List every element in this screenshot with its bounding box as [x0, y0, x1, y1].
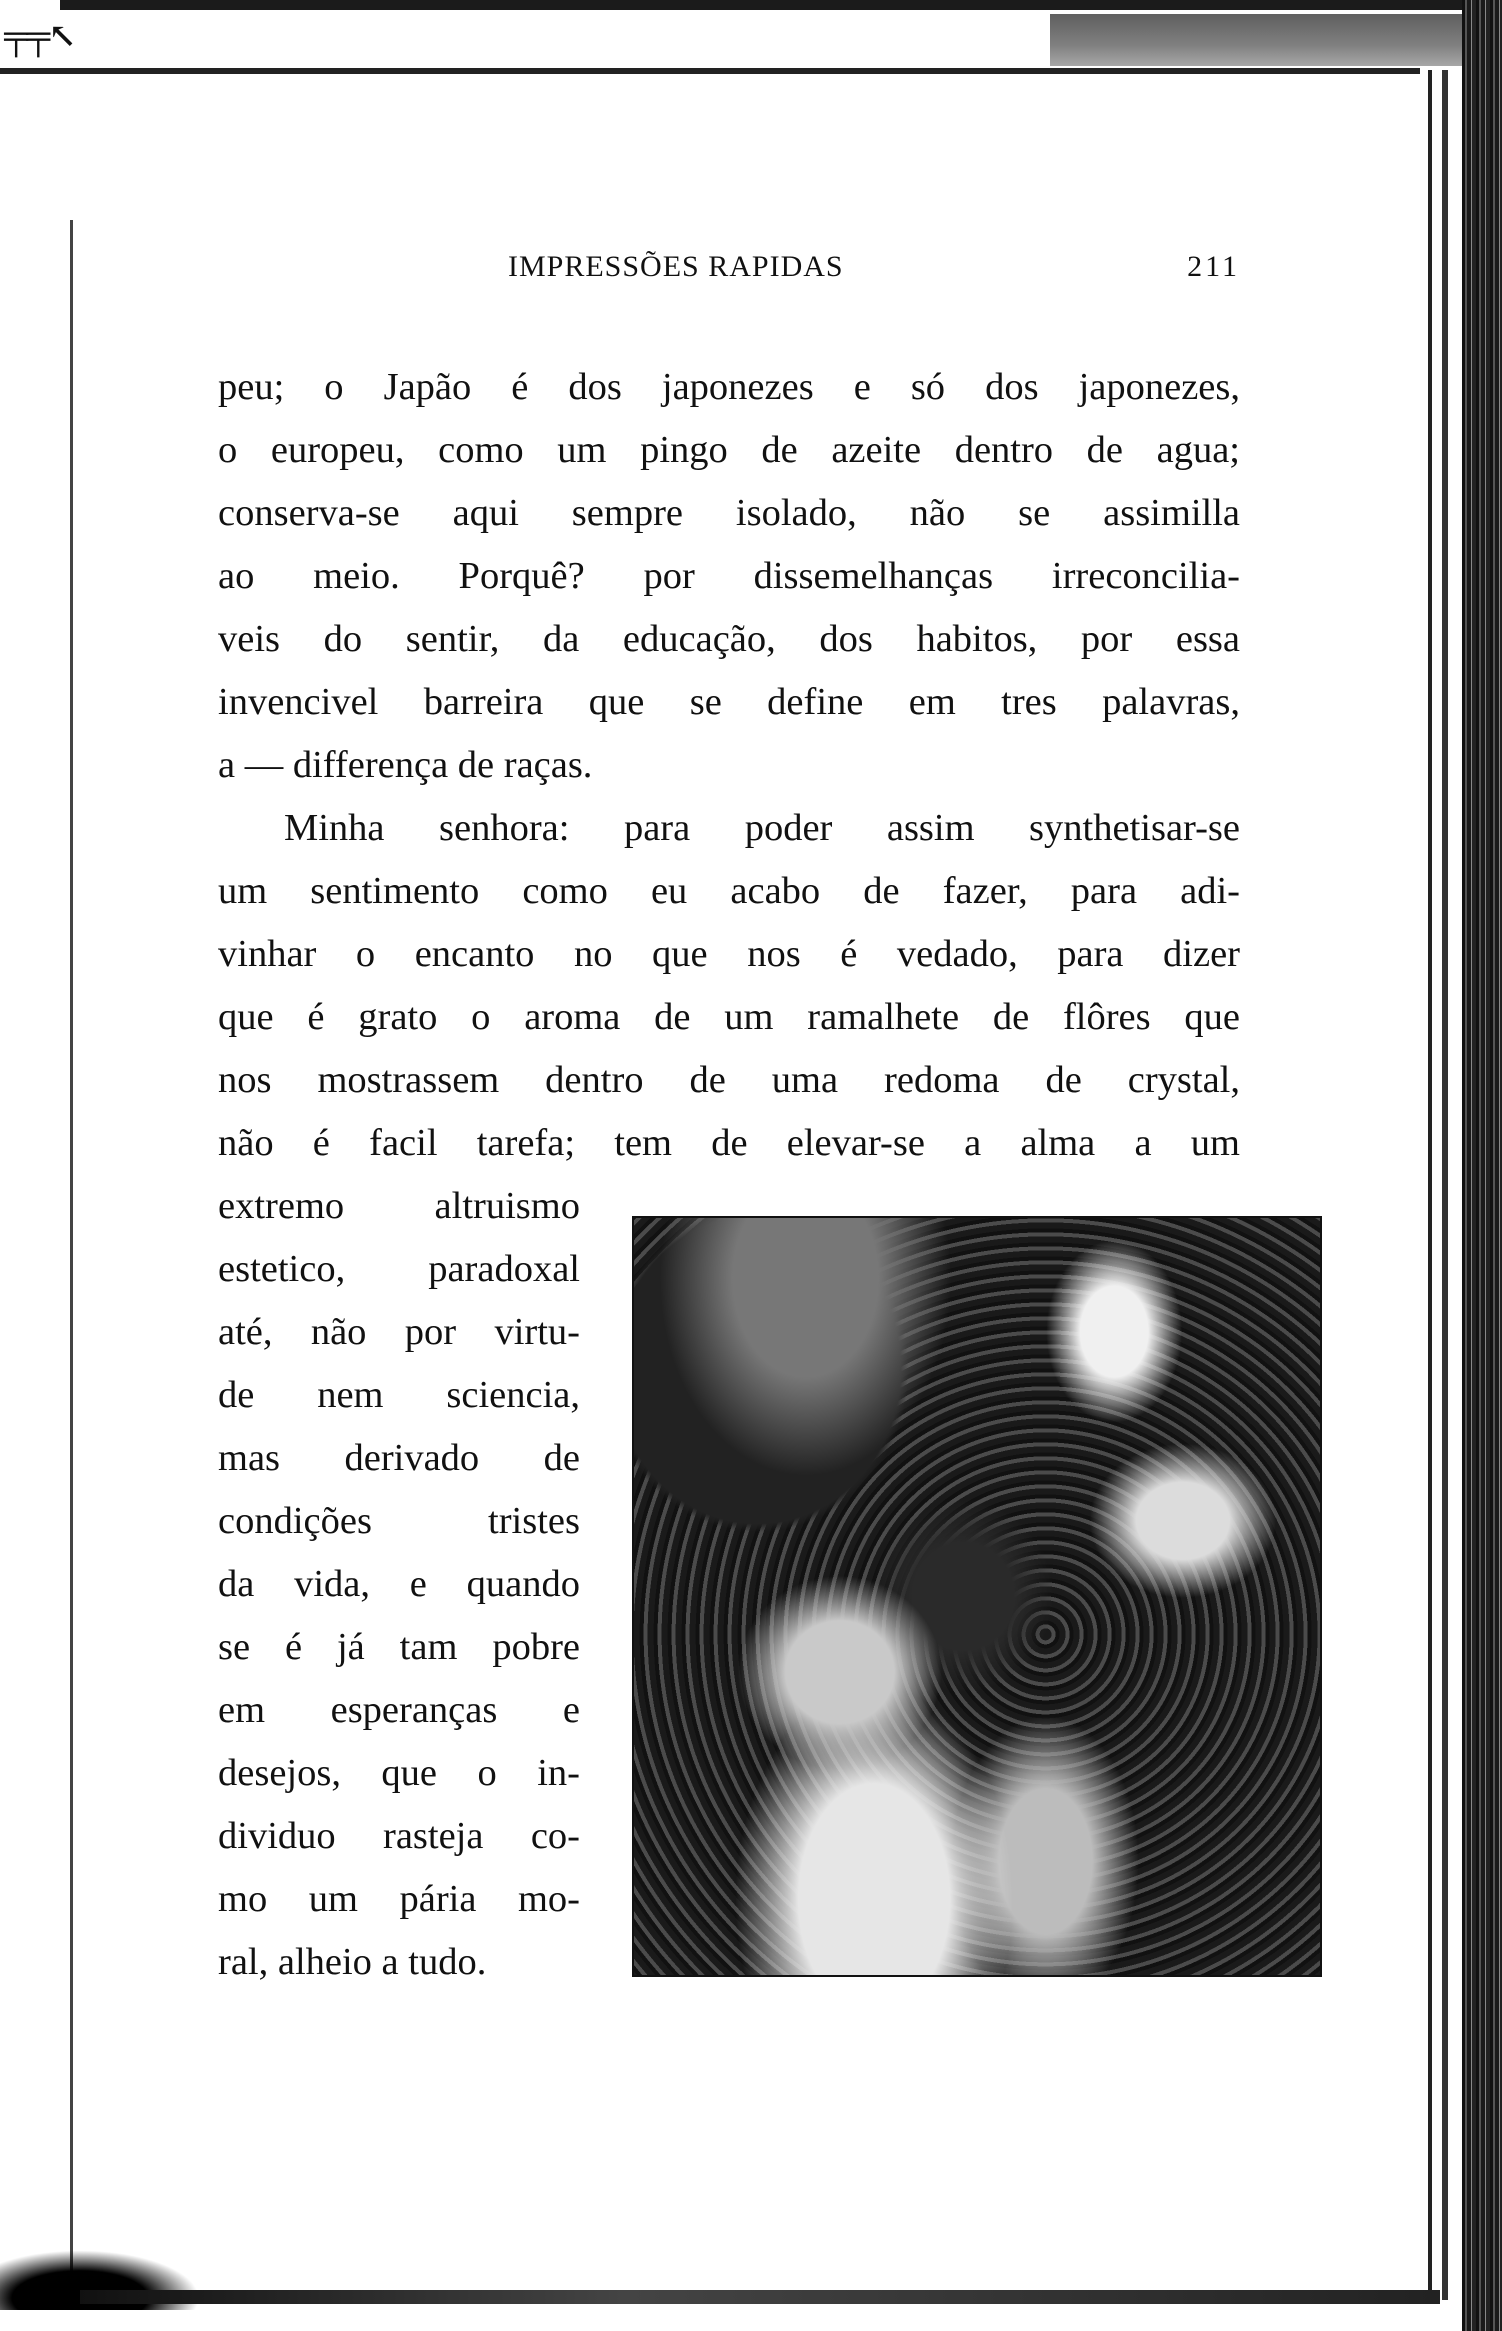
- text-line: desejos, que o in-: [218, 1752, 580, 1794]
- text-line: mo um pária mo-: [218, 1878, 580, 1920]
- text-line: dividuo rasteja co-: [218, 1815, 580, 1857]
- text-line: de nem sciencia,: [218, 1374, 580, 1416]
- text-line: não é facil tarefa; tem de elevar-se a alma a um: [218, 1122, 1240, 1164]
- corner-scan-marks: ╤╤↖: [4, 18, 75, 55]
- running-title: IMPRESSÕES RAPIDAS: [508, 250, 844, 283]
- text-line: vinhar o encanto no que nos é vedado, para dizer: [218, 933, 1240, 975]
- scan-bottom-edge: [80, 2290, 1440, 2304]
- text-line: mas derivado de: [218, 1437, 580, 1479]
- text-line: em esperanças e: [218, 1689, 580, 1731]
- text-line: nos mostrassem dentro de uma redoma de crystal,: [218, 1059, 1240, 1101]
- text-line: o europeu, como um pingo de azeite dentro de agua;: [218, 429, 1240, 471]
- scan-top-edge: [60, 0, 1502, 10]
- text-line: ao meio. Porquê? por dissemelhanças irreconcilia-: [218, 555, 1240, 597]
- text-line: Minha senhora: para poder assim synthetisar-se: [284, 807, 1240, 849]
- text-line: que é grato o aroma de um ramalhete de flôres que: [218, 996, 1240, 1038]
- scan-left-edge: [70, 220, 73, 2280]
- text-line: a — differença de raças.: [218, 744, 593, 786]
- text-line: invencivel barreira que se define em tres palavras,: [218, 681, 1240, 723]
- paragraph-1: [218, 356, 1240, 797]
- text-line: ral, alheio a tudo.: [218, 1941, 487, 1983]
- text-line: peu; o Japão é dos japonezes e só dos japonezes,: [218, 366, 1240, 408]
- scan-top-shadow: [1050, 14, 1502, 66]
- text-line: extremo altruismo: [218, 1185, 580, 1227]
- text-line: se é já tam pobre: [218, 1626, 580, 1668]
- text-line: até, não por virtu-: [218, 1311, 580, 1353]
- text-line: veis do sentir, da educação, dos habitos, por essa: [218, 618, 1240, 660]
- scan-top-rule: [0, 68, 1420, 74]
- paragraph-2: [218, 797, 1240, 1175]
- page-number: 211: [1187, 250, 1240, 283]
- photograph-women-with-parasol-in-garden: [632, 1216, 1322, 1977]
- text-line: da vida, e quando: [218, 1563, 580, 1605]
- running-head: [218, 250, 1240, 300]
- scan-right-edge-2: [1442, 70, 1448, 2300]
- book-spine: [1462, 0, 1502, 2331]
- text-line: um sentimento como eu acabo de fazer, para adi-: [218, 870, 1240, 912]
- scan-right-edge: [1428, 70, 1432, 2290]
- text-line: conserva-se aqui sempre isolado, não se assimilla: [218, 492, 1240, 534]
- text-line: condições tristes: [218, 1500, 580, 1542]
- text-line: estetico, paradoxal: [218, 1248, 580, 1290]
